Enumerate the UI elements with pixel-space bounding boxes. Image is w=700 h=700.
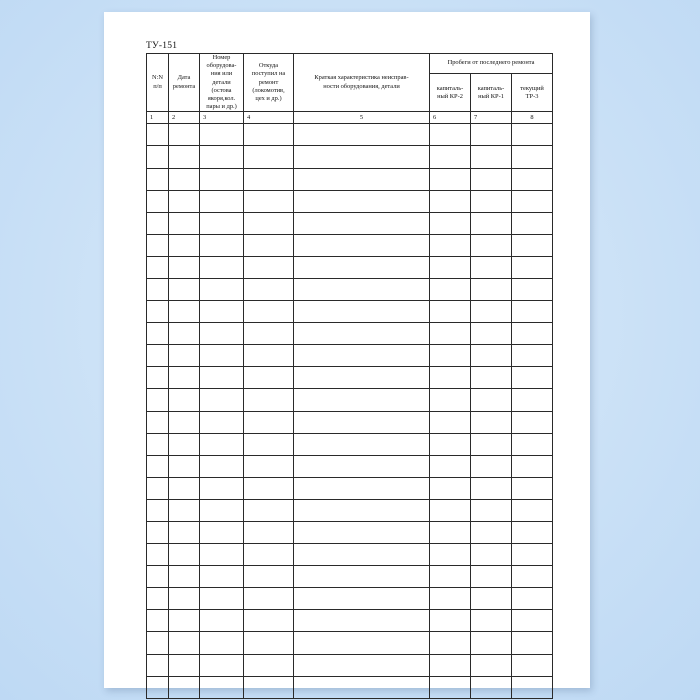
table-cell[interactable] bbox=[200, 588, 244, 610]
table-cell[interactable] bbox=[169, 367, 200, 389]
table-cell[interactable] bbox=[430, 499, 471, 521]
table-cell[interactable] bbox=[169, 566, 200, 588]
table-cell[interactable] bbox=[471, 499, 512, 521]
table-cell[interactable] bbox=[430, 522, 471, 544]
table-cell[interactable] bbox=[244, 544, 294, 566]
table-cell[interactable] bbox=[244, 632, 294, 654]
table-cell[interactable] bbox=[200, 146, 244, 168]
table-cell[interactable] bbox=[169, 345, 200, 367]
column-number-3: 3 bbox=[200, 112, 244, 124]
table-cell[interactable] bbox=[244, 168, 294, 190]
table-cell[interactable] bbox=[294, 499, 430, 521]
table-row[interactable] bbox=[147, 168, 553, 190]
table-row[interactable] bbox=[147, 124, 553, 146]
table-cell[interactable] bbox=[430, 566, 471, 588]
table-cell[interactable] bbox=[471, 301, 512, 323]
table-cell[interactable] bbox=[244, 234, 294, 256]
table-row[interactable] bbox=[147, 256, 553, 278]
table-cell[interactable] bbox=[200, 544, 244, 566]
table-cell[interactable] bbox=[244, 455, 294, 477]
table-row[interactable] bbox=[147, 146, 553, 168]
table-cell[interactable] bbox=[147, 610, 169, 632]
table-cell[interactable] bbox=[512, 455, 553, 477]
table-cell[interactable] bbox=[244, 477, 294, 499]
table-cell[interactable] bbox=[169, 124, 200, 146]
table-cell[interactable] bbox=[471, 124, 512, 146]
repair-register-table bbox=[146, 53, 553, 699]
table-cell[interactable] bbox=[512, 477, 553, 499]
table-cell[interactable] bbox=[471, 367, 512, 389]
table-cell[interactable] bbox=[471, 234, 512, 256]
table-cell[interactable] bbox=[430, 588, 471, 610]
table-row[interactable] bbox=[147, 676, 553, 698]
table-cell[interactable] bbox=[169, 146, 200, 168]
table-cell[interactable] bbox=[200, 455, 244, 477]
table-row[interactable] bbox=[147, 301, 553, 323]
table-cell[interactable] bbox=[200, 499, 244, 521]
table-cell[interactable] bbox=[512, 676, 553, 698]
column-number-2: 2 bbox=[169, 112, 200, 124]
column-header-mileage-group: Пробеги от последнего ремонта bbox=[430, 54, 553, 74]
table-row[interactable] bbox=[147, 566, 553, 588]
table-cell[interactable] bbox=[244, 256, 294, 278]
table-cell[interactable] bbox=[430, 345, 471, 367]
table-cell[interactable] bbox=[471, 433, 512, 455]
table-cell[interactable] bbox=[244, 146, 294, 168]
column-header-defect-description: Краткая характеристика неисправ- ности оборудования, детали bbox=[294, 54, 430, 112]
table-cell[interactable] bbox=[430, 632, 471, 654]
table-cell[interactable] bbox=[430, 323, 471, 345]
table-cell[interactable] bbox=[244, 654, 294, 676]
table-row[interactable] bbox=[147, 522, 553, 544]
table-cell[interactable] bbox=[244, 566, 294, 588]
table-cell[interactable] bbox=[147, 190, 169, 212]
table-cell[interactable] bbox=[244, 499, 294, 521]
table-cell[interactable] bbox=[147, 676, 169, 698]
table-cell[interactable] bbox=[244, 323, 294, 345]
table-cell[interactable] bbox=[147, 411, 169, 433]
table-cell[interactable] bbox=[471, 345, 512, 367]
table-row[interactable] bbox=[147, 632, 553, 654]
table-cell[interactable] bbox=[294, 676, 430, 698]
table-cell[interactable] bbox=[169, 433, 200, 455]
table-header-row bbox=[147, 54, 553, 74]
table-row[interactable] bbox=[147, 455, 553, 477]
table-cell[interactable] bbox=[147, 234, 169, 256]
table-cell[interactable] bbox=[294, 522, 430, 544]
column-header-equipment-number: Номер оборудова- ния или детали (остова якоря,кол. пары и др.) bbox=[200, 54, 244, 112]
table-cell[interactable] bbox=[512, 278, 553, 300]
table-cell[interactable] bbox=[430, 190, 471, 212]
table-row[interactable] bbox=[147, 212, 553, 234]
table-row[interactable] bbox=[147, 190, 553, 212]
table-cell[interactable] bbox=[512, 588, 553, 610]
form-code: ТУ-151 bbox=[146, 41, 178, 51]
table-cell[interactable] bbox=[512, 566, 553, 588]
table-cell[interactable] bbox=[169, 477, 200, 499]
table-cell[interactable] bbox=[200, 124, 244, 146]
table-cell[interactable] bbox=[471, 323, 512, 345]
table-cell[interactable] bbox=[147, 278, 169, 300]
table-cell[interactable] bbox=[471, 654, 512, 676]
table-cell[interactable] bbox=[294, 477, 430, 499]
table-row[interactable] bbox=[147, 411, 553, 433]
table-row[interactable] bbox=[147, 477, 553, 499]
table-cell[interactable] bbox=[200, 411, 244, 433]
table-cell[interactable] bbox=[169, 654, 200, 676]
table-cell[interactable] bbox=[512, 544, 553, 566]
table-cell[interactable] bbox=[430, 477, 471, 499]
table-cell[interactable] bbox=[430, 212, 471, 234]
table-cell[interactable] bbox=[169, 455, 200, 477]
table-cell[interactable] bbox=[200, 278, 244, 300]
table-cell[interactable] bbox=[244, 588, 294, 610]
table-cell[interactable] bbox=[169, 544, 200, 566]
table-cell[interactable] bbox=[294, 234, 430, 256]
table-cell[interactable] bbox=[471, 389, 512, 411]
table-cell[interactable] bbox=[244, 522, 294, 544]
table-cell[interactable] bbox=[471, 522, 512, 544]
table-cell[interactable] bbox=[169, 256, 200, 278]
table-cell[interactable] bbox=[512, 411, 553, 433]
table-cell[interactable] bbox=[169, 212, 200, 234]
table-row[interactable] bbox=[147, 654, 553, 676]
table-cell[interactable] bbox=[147, 256, 169, 278]
table-cell[interactable] bbox=[430, 301, 471, 323]
table-cell[interactable] bbox=[430, 411, 471, 433]
table-cell[interactable] bbox=[200, 212, 244, 234]
table-cell[interactable] bbox=[512, 389, 553, 411]
table-cell[interactable] bbox=[244, 124, 294, 146]
column-number-1: 1 bbox=[147, 112, 169, 124]
table-cell[interactable] bbox=[244, 278, 294, 300]
column-number-4: 4 bbox=[244, 112, 294, 124]
table-cell[interactable] bbox=[294, 588, 430, 610]
table-cell[interactable] bbox=[471, 610, 512, 632]
table-cell[interactable] bbox=[430, 124, 471, 146]
table-cell[interactable] bbox=[147, 433, 169, 455]
table-cell[interactable] bbox=[244, 389, 294, 411]
table-cell[interactable] bbox=[147, 588, 169, 610]
table-cell[interactable] bbox=[147, 367, 169, 389]
table-cell[interactable] bbox=[169, 632, 200, 654]
table-cell[interactable] bbox=[471, 411, 512, 433]
table-cell[interactable] bbox=[147, 345, 169, 367]
table-cell[interactable] bbox=[169, 610, 200, 632]
table-row[interactable] bbox=[147, 588, 553, 610]
table-cell[interactable] bbox=[200, 433, 244, 455]
table-cell[interactable] bbox=[512, 212, 553, 234]
table-cell[interactable] bbox=[471, 190, 512, 212]
table-cell[interactable] bbox=[244, 190, 294, 212]
table-cell[interactable] bbox=[147, 301, 169, 323]
table-cell[interactable] bbox=[512, 654, 553, 676]
table-cell[interactable] bbox=[512, 301, 553, 323]
table-cell[interactable] bbox=[244, 610, 294, 632]
table-cell[interactable] bbox=[471, 168, 512, 190]
table-cell[interactable] bbox=[471, 477, 512, 499]
table-cell[interactable] bbox=[200, 345, 244, 367]
table-cell[interactable] bbox=[294, 345, 430, 367]
column-header-date bbox=[169, 54, 200, 112]
table-cell[interactable] bbox=[294, 455, 430, 477]
table-cell[interactable] bbox=[294, 411, 430, 433]
table-cell[interactable] bbox=[512, 345, 553, 367]
table-cell[interactable] bbox=[244, 433, 294, 455]
table-cell[interactable] bbox=[244, 212, 294, 234]
table-cell[interactable] bbox=[147, 124, 169, 146]
table-cell[interactable] bbox=[147, 522, 169, 544]
table-cell[interactable] bbox=[200, 323, 244, 345]
table-cell[interactable] bbox=[294, 124, 430, 146]
table-cell[interactable] bbox=[512, 632, 553, 654]
table-cell[interactable] bbox=[430, 610, 471, 632]
table-cell[interactable] bbox=[471, 212, 512, 234]
column-number-7: 7 bbox=[471, 112, 512, 124]
table-cell[interactable] bbox=[512, 256, 553, 278]
table-cell[interactable] bbox=[512, 433, 553, 455]
table-cell[interactable] bbox=[430, 654, 471, 676]
column-header-kr2: капиталь- ный КР-2 bbox=[430, 74, 471, 112]
table-cell[interactable] bbox=[512, 168, 553, 190]
table-row[interactable] bbox=[147, 234, 553, 256]
table-cell[interactable] bbox=[294, 544, 430, 566]
table-cell[interactable] bbox=[294, 190, 430, 212]
table-body bbox=[147, 124, 553, 698]
column-header-tr3: текущий ТР-3 bbox=[512, 74, 553, 112]
table-cell[interactable] bbox=[294, 168, 430, 190]
table-cell[interactable] bbox=[294, 632, 430, 654]
table-cell[interactable] bbox=[430, 256, 471, 278]
table-cell[interactable] bbox=[147, 544, 169, 566]
column-number-5: 5 bbox=[294, 112, 430, 124]
table-cell[interactable] bbox=[169, 301, 200, 323]
table-cell[interactable] bbox=[471, 588, 512, 610]
table-cell[interactable] bbox=[294, 301, 430, 323]
table-cell[interactable] bbox=[512, 522, 553, 544]
table-cell[interactable] bbox=[200, 566, 244, 588]
table-cell[interactable] bbox=[244, 345, 294, 367]
table-cell[interactable] bbox=[471, 676, 512, 698]
table-cell[interactable] bbox=[147, 566, 169, 588]
table-cell[interactable] bbox=[200, 168, 244, 190]
table-cell[interactable] bbox=[200, 256, 244, 278]
table-cell[interactable] bbox=[200, 477, 244, 499]
column-header-date-line1: Дата bbox=[177, 74, 191, 82]
table-cell[interactable] bbox=[169, 389, 200, 411]
table-cell[interactable] bbox=[430, 367, 471, 389]
table-cell[interactable] bbox=[147, 499, 169, 521]
table-cell[interactable] bbox=[169, 411, 200, 433]
table-cell[interactable] bbox=[430, 146, 471, 168]
table-cell[interactable] bbox=[471, 455, 512, 477]
table-cell[interactable] bbox=[244, 301, 294, 323]
table-cell[interactable] bbox=[200, 234, 244, 256]
table-cell[interactable] bbox=[294, 610, 430, 632]
table-cell[interactable] bbox=[169, 323, 200, 345]
table-cell[interactable] bbox=[430, 234, 471, 256]
table-cell[interactable] bbox=[147, 323, 169, 345]
table-cell[interactable] bbox=[294, 654, 430, 676]
table-cell[interactable] bbox=[147, 389, 169, 411]
column-header-date-line2: ремонта bbox=[172, 82, 196, 90]
table-cell[interactable] bbox=[200, 632, 244, 654]
table-cell[interactable] bbox=[512, 234, 553, 256]
table-cell[interactable] bbox=[147, 168, 169, 190]
table-cell[interactable] bbox=[471, 146, 512, 168]
table-cell[interactable] bbox=[147, 477, 169, 499]
table-cell[interactable] bbox=[244, 676, 294, 698]
table-cell[interactable] bbox=[200, 367, 244, 389]
table-cell[interactable] bbox=[169, 234, 200, 256]
table-cell[interactable] bbox=[471, 256, 512, 278]
table-row[interactable] bbox=[147, 610, 553, 632]
column-number-row bbox=[147, 112, 553, 124]
table-cell[interactable] bbox=[294, 389, 430, 411]
table-cell[interactable] bbox=[294, 146, 430, 168]
table-row[interactable] bbox=[147, 544, 553, 566]
document-page bbox=[104, 12, 590, 688]
table-cell[interactable] bbox=[430, 389, 471, 411]
column-header-kr1: капиталь- ный КР-1 bbox=[471, 74, 512, 112]
table-cell[interactable] bbox=[430, 455, 471, 477]
table-cell[interactable] bbox=[294, 566, 430, 588]
table-row[interactable] bbox=[147, 367, 553, 389]
table-cell[interactable] bbox=[430, 544, 471, 566]
column-header-np-line2: п/п bbox=[153, 82, 162, 90]
table-cell[interactable] bbox=[169, 522, 200, 544]
column-header-source: Откуда поступил на ремонт (локомотив, цех и др.) bbox=[244, 54, 294, 112]
table-cell[interactable] bbox=[294, 212, 430, 234]
table-cell[interactable] bbox=[244, 411, 294, 433]
column-number-6: 6 bbox=[430, 112, 471, 124]
table-cell[interactable] bbox=[169, 588, 200, 610]
table-cell[interactable] bbox=[200, 654, 244, 676]
table-cell[interactable] bbox=[294, 367, 430, 389]
table-cell[interactable] bbox=[169, 190, 200, 212]
table-cell[interactable] bbox=[294, 256, 430, 278]
table-cell[interactable] bbox=[169, 168, 200, 190]
table-cell[interactable] bbox=[200, 301, 244, 323]
table-cell[interactable] bbox=[200, 389, 244, 411]
table-cell[interactable] bbox=[512, 124, 553, 146]
table-cell[interactable] bbox=[430, 168, 471, 190]
table-cell[interactable] bbox=[512, 146, 553, 168]
table-cell[interactable] bbox=[147, 455, 169, 477]
table-row[interactable] bbox=[147, 433, 553, 455]
table-cell[interactable] bbox=[147, 632, 169, 654]
table-cell[interactable] bbox=[169, 278, 200, 300]
table-cell[interactable] bbox=[512, 190, 553, 212]
table-cell[interactable] bbox=[471, 566, 512, 588]
column-header-np bbox=[147, 54, 169, 112]
table-cell[interactable] bbox=[512, 610, 553, 632]
table-cell[interactable] bbox=[294, 278, 430, 300]
table-cell[interactable] bbox=[147, 146, 169, 168]
table-row[interactable] bbox=[147, 323, 553, 345]
table-cell[interactable] bbox=[430, 433, 471, 455]
table-cell[interactable] bbox=[512, 367, 553, 389]
table-cell[interactable] bbox=[471, 632, 512, 654]
column-header-np-line1: N:N bbox=[151, 74, 163, 82]
table-cell[interactable] bbox=[244, 367, 294, 389]
table-cell[interactable] bbox=[200, 676, 244, 698]
table-cell[interactable] bbox=[147, 212, 169, 234]
table-cell[interactable] bbox=[294, 323, 430, 345]
table-cell[interactable] bbox=[200, 610, 244, 632]
table-cell[interactable] bbox=[169, 499, 200, 521]
table-cell[interactable] bbox=[294, 433, 430, 455]
table-cell[interactable] bbox=[471, 278, 512, 300]
table-row[interactable] bbox=[147, 345, 553, 367]
table-cell[interactable] bbox=[471, 544, 512, 566]
table-cell[interactable] bbox=[169, 676, 200, 698]
table-cell[interactable] bbox=[147, 654, 169, 676]
table-cell[interactable] bbox=[512, 323, 553, 345]
table-cell[interactable] bbox=[430, 676, 471, 698]
table-row[interactable] bbox=[147, 278, 553, 300]
table-cell[interactable] bbox=[430, 278, 471, 300]
table-row[interactable] bbox=[147, 389, 553, 411]
table-cell[interactable] bbox=[200, 190, 244, 212]
table-row[interactable] bbox=[147, 499, 553, 521]
table-cell[interactable] bbox=[512, 499, 553, 521]
column-number-8: 8 bbox=[512, 112, 553, 124]
table-cell[interactable] bbox=[200, 522, 244, 544]
